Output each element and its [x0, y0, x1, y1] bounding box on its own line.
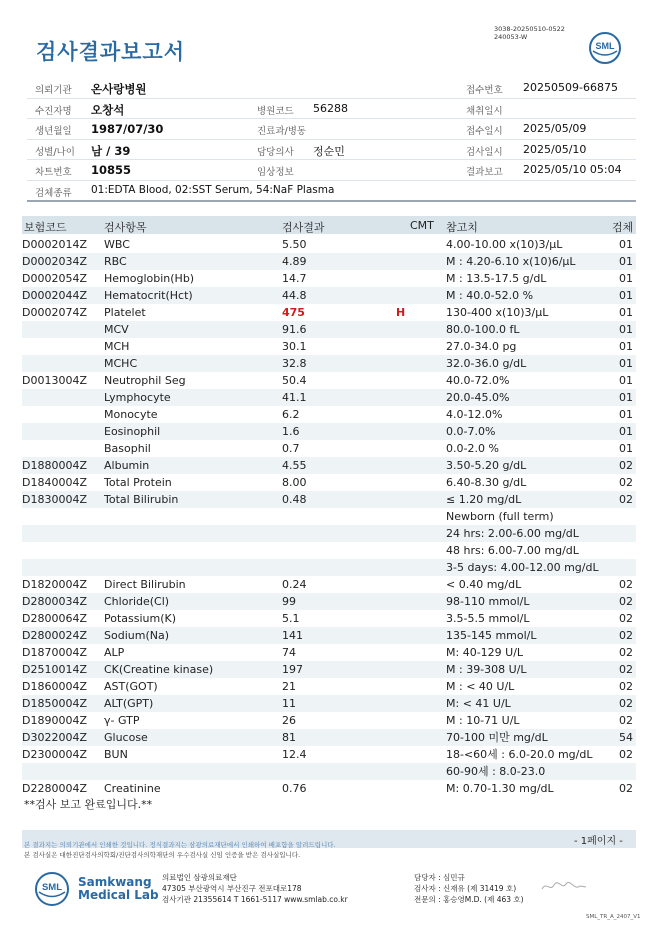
table-row: [22, 593, 636, 610]
cell-item: WBC: [104, 238, 130, 251]
cell-reference: 135-145 mmol/L: [446, 629, 537, 642]
cell-result: 99: [282, 595, 296, 608]
cell-item: ALT(GPT): [104, 697, 154, 710]
table-row: [22, 576, 636, 593]
header-cmt: CMT: [410, 219, 434, 232]
cell-reference: 130-400 x(10)3/μL: [446, 306, 549, 319]
cell-code: D0002044Z: [22, 289, 87, 302]
cell-result: 44.8: [282, 289, 307, 302]
cell-result: 4.55: [282, 459, 307, 472]
notice-text: 본 결과지는 의뢰기관에서 인쇄한 것입니다. 정식결과지는 삼광의료재단에서 인쇄하여 배포함을 알려드립니다.: [24, 841, 336, 849]
cell-reference: 40.0-72.0%: [446, 374, 510, 387]
info-row: 차트번호 10855 임상정보 결과보고 2025/05/10 05:04: [27, 160, 636, 181]
cell-specimen: 01: [619, 238, 633, 251]
accreditation-text: 본 검사실은 대한진단검사의학회/진단검사의학재단의 우수검사실 신임 인증을 받은 검사실입니다.: [24, 851, 301, 859]
cell-item: Monocyte: [104, 408, 158, 421]
cell-result: 32.8: [282, 357, 307, 370]
cell-reference: 70-100 미만 mg/dL: [446, 731, 548, 744]
cell-result: 11: [282, 697, 296, 710]
cell-result: 197: [282, 663, 303, 676]
results-table: [22, 236, 636, 797]
cell-item: Potassium(K): [104, 612, 177, 625]
doctor-name: 정순민: [313, 144, 345, 158]
cell-specimen: 01: [619, 442, 633, 455]
cell-specimen: 02: [619, 629, 633, 642]
patient-name: 오창석: [91, 102, 125, 117]
cell-item: Albumin: [104, 459, 150, 472]
page-title: 검사결과보고서: [36, 40, 186, 64]
cell-result: 91.6: [282, 323, 307, 336]
table-row: [22, 321, 636, 338]
cell-item: Glucose: [104, 731, 148, 744]
cell-result: 14.7: [282, 272, 307, 285]
footer-organization: 의료법인 삼광의료재단 47305 부산광역시 부산진구 전포대로178 검사기관 21355614 T 1661-5117 www.smlab.co.kr: [162, 873, 348, 904]
cell-specimen: 01: [619, 425, 633, 438]
cell-specimen: 02: [619, 748, 633, 761]
cell-reference: M: 0.70-1.30 mg/dL: [446, 782, 554, 795]
cell-specimen: 01: [619, 255, 633, 268]
table-row: [22, 678, 636, 695]
cell-result: 21: [282, 680, 296, 693]
header-reference: 참고치: [446, 221, 478, 234]
cell-reference: M : 13.5-17.5 g/dL: [446, 272, 547, 285]
table-row: [22, 440, 636, 457]
svg-text:SML: SML: [41, 882, 63, 893]
cell-item: Total Protein: [104, 476, 172, 489]
cell-code: D1830004Z: [22, 493, 87, 506]
cell-specimen: 02: [619, 493, 633, 506]
table-row: [22, 729, 636, 746]
cell-result: 0.76: [282, 782, 307, 795]
cell-code: D1890004Z: [22, 714, 87, 727]
table-row: [22, 525, 636, 542]
cell-reference: M : < 40 U/L: [446, 680, 515, 693]
document-code: 3038-20250510-0522 240053-W: [494, 25, 565, 41]
cell-code: D3022004Z: [22, 731, 87, 744]
cell-specimen: 02: [619, 646, 633, 659]
cell-code: D0002074Z: [22, 306, 87, 319]
cell-specimen: 01: [619, 272, 633, 285]
cell-item: Total Bilirubin: [104, 493, 179, 506]
svg-text:SML: SML: [595, 41, 615, 51]
table-row: [22, 559, 636, 576]
cell-result: 0.24: [282, 578, 307, 591]
cell-specimen: 02: [619, 782, 633, 795]
cell-result: 8.00: [282, 476, 307, 489]
cell-code: D1860004Z: [22, 680, 87, 693]
header-item: 검사항목: [104, 221, 147, 234]
cell-reference: M: 40-129 U/L: [446, 646, 524, 659]
cell-reference: 0.0-2.0 %: [446, 442, 499, 455]
table-row: [22, 610, 636, 627]
table-row: [22, 780, 636, 797]
cell-reference: M : 10-71 U/L: [446, 714, 520, 727]
cell-specimen: 01: [619, 340, 633, 353]
cell-specimen: 02: [619, 459, 633, 472]
table-row: [22, 661, 636, 678]
cell-specimen: 02: [619, 578, 633, 591]
receipt-date: 2025/05/09: [523, 122, 587, 136]
cell-reference: 80.0-100.0 fL: [446, 323, 520, 336]
cell-specimen: 02: [619, 663, 633, 676]
cell-code: D0002034Z: [22, 255, 87, 268]
cell-item: Neutrophil Seg: [104, 374, 186, 387]
cell-reference: 18-<60세 : 6.0-20.0 mg/dL: [446, 748, 593, 761]
table-row: [22, 355, 636, 372]
cell-specimen: 01: [619, 306, 633, 319]
cell-flag: H: [396, 306, 406, 319]
birth-date: 1987/07/30: [91, 122, 164, 137]
cell-item: Creatinine: [104, 782, 161, 795]
cell-code: D2280004Z: [22, 782, 87, 795]
results-table-header: [22, 216, 636, 234]
sml-footer-logo-icon: [35, 872, 69, 906]
cell-specimen: 01: [619, 323, 633, 336]
report-complete-note: **검사 보고 완료입니다.**: [24, 798, 153, 811]
cell-code: D2300004Z: [22, 748, 87, 761]
cell-result: 81: [282, 731, 296, 744]
table-row: [22, 287, 636, 304]
cell-specimen: 01: [619, 374, 633, 387]
table-row: [22, 304, 636, 321]
cell-result: 26: [282, 714, 296, 727]
footer-signatories: 담당자 : 심민규 검사자 : 신재유 (제 31419 호) 전문의 : 홍승영M.D. (제 463 호): [414, 873, 524, 904]
cell-item: Eosinophil: [104, 425, 161, 438]
cell-item: BUN: [104, 748, 128, 761]
cell-reference: 3-5 days: 4.00-12.00 mg/dL: [446, 561, 599, 574]
footer-brand: Samkwang Medical Lab: [78, 875, 159, 902]
cell-item: MCH: [104, 340, 130, 353]
cell-item: CK(Creatine kinase): [104, 663, 214, 676]
cell-item: Lymphocyte: [104, 391, 171, 404]
cell-specimen: 01: [619, 408, 633, 421]
info-row: 수진자명 오창석 병원코드 56288 채취일시: [27, 99, 636, 120]
cell-code: D1850004Z: [22, 697, 87, 710]
signature-mark: [540, 878, 588, 894]
cell-result: 5.50: [282, 238, 307, 251]
table-row: [22, 695, 636, 712]
cell-code: D0013004Z: [22, 374, 87, 387]
cell-reference: M : 39-308 U/L: [446, 663, 527, 676]
cell-result: 6.2: [282, 408, 300, 421]
cell-code: D2800064Z: [22, 612, 87, 625]
table-row: [22, 763, 636, 780]
table-row: [22, 508, 636, 525]
cell-reference: < 0.40 mg/dL: [446, 578, 522, 591]
cell-result: 5.1: [282, 612, 300, 625]
hospital-name: 온사랑병원: [91, 82, 147, 96]
cell-result: 1.6: [282, 425, 300, 438]
table-row: [22, 236, 636, 253]
cell-result: 141: [282, 629, 303, 642]
cell-reference: 0.0-7.0%: [446, 425, 496, 438]
cell-item: ALP: [104, 646, 125, 659]
table-row: [22, 338, 636, 355]
cell-item: Chloride(Cl): [104, 595, 170, 608]
cell-specimen: 54: [619, 731, 633, 744]
cell-item: Hemoglobin(Hb): [104, 272, 195, 285]
test-date: 2025/05/10: [523, 142, 587, 156]
cell-reference: M: < 41 U/L: [446, 697, 511, 710]
cell-result: 0.7: [282, 442, 300, 455]
table-row: [22, 542, 636, 559]
cell-code: D0002054Z: [22, 272, 87, 285]
sex-age: 남 / 39: [91, 143, 131, 158]
cell-code: D2800024Z: [22, 629, 87, 642]
table-row: [22, 372, 636, 389]
cell-result: 30.1: [282, 340, 307, 353]
cell-item: Sodium(Na): [104, 629, 169, 642]
sml-logo-icon: [589, 32, 621, 64]
page-number: - 1페이지 -: [574, 836, 623, 847]
info-row: 생년월일 1987/07/30 진료과/병동 접수일시 2025/05/09: [27, 119, 636, 140]
cell-reference: 4.00-10.00 x(10)3/μL: [446, 238, 563, 251]
cell-specimen: 01: [619, 289, 633, 302]
receipt-number: 20250509-66875: [523, 81, 618, 94]
cell-item: Basophil: [104, 442, 151, 455]
cell-specimen: 02: [619, 680, 633, 693]
table-row: [22, 406, 636, 423]
table-row: [22, 457, 636, 474]
cell-item: AST(GOT): [104, 680, 158, 693]
chart-number: 10855: [91, 163, 132, 178]
cell-specimen: 02: [619, 714, 633, 727]
hospital-code: 56288: [313, 101, 348, 115]
cell-reference: 24 hrs: 2.00-6.00 mg/dL: [446, 527, 579, 540]
cell-reference: 60-90세 : 8.0-23.0: [446, 765, 546, 778]
cell-reference: 4.0-12.0%: [446, 408, 503, 421]
cell-reference: Newborn (full term): [446, 510, 554, 523]
info-row: 검체종류 01:EDTA Blood, 02:SST Serum, 54:NaF Plasma: [27, 181, 636, 202]
cell-reference: 27.0-34.0 pg: [446, 340, 517, 353]
cell-result: 41.1: [282, 391, 307, 404]
cell-item: Platelet: [104, 306, 146, 319]
cell-code: D0002014Z: [22, 238, 87, 251]
table-row: [22, 712, 636, 729]
cell-reference: 32.0-36.0 g/dL: [446, 357, 527, 370]
cell-item: Hematocrit(Hct): [104, 289, 193, 302]
cell-code: D1870004Z: [22, 646, 87, 659]
cell-code: D1880004Z: [22, 459, 87, 472]
cell-reference: M : 4.20-6.10 x(10)6/μL: [446, 255, 576, 268]
info-row: 성별/나이 남 / 39 담당의사 정순민 검사일시 2025/05/10: [27, 140, 636, 161]
table-row: [22, 253, 636, 270]
specimen-types: 01:EDTA Blood, 02:SST Serum, 54:NaF Plasma: [91, 183, 335, 196]
cell-code: D2510014Z: [22, 663, 87, 676]
table-row: [22, 474, 636, 491]
table-row: [22, 423, 636, 440]
cell-reference: M : 40.0-52.0 %: [446, 289, 534, 302]
cell-result: 4.89: [282, 255, 307, 268]
cell-specimen: 02: [619, 476, 633, 489]
table-row: [22, 644, 636, 661]
form-code: SML_TR_A_2407_V1: [586, 914, 641, 920]
report-datetime: 2025/05/10 05:04: [523, 163, 622, 177]
table-row: [22, 746, 636, 763]
cell-code: D1840004Z: [22, 476, 87, 489]
header-result: 검사결과: [282, 221, 325, 234]
cell-reference: 98-110 mmol/L: [446, 595, 530, 608]
cell-reference: 48 hrs: 6.00-7.00 mg/dL: [446, 544, 579, 557]
cell-reference: 3.50-5.20 g/dL: [446, 459, 527, 472]
cell-result: 475: [282, 306, 305, 319]
cell-reference: 20.0-45.0%: [446, 391, 510, 404]
cell-specimen: 02: [619, 697, 633, 710]
table-row: [22, 389, 636, 406]
cell-specimen: 01: [619, 391, 633, 404]
patient-info: [27, 78, 636, 202]
table-row: [22, 627, 636, 644]
cell-specimen: 01: [619, 357, 633, 370]
info-row: 의뢰기관 온사랑병원 접수번호 20250509-66875: [27, 78, 636, 99]
cell-reference: ≤ 1.20 mg/dL: [446, 493, 522, 506]
table-row: [22, 270, 636, 287]
cell-result: 74: [282, 646, 296, 659]
cell-item: γ- GTP: [104, 714, 140, 727]
table-row: [22, 491, 636, 508]
cell-item: RBC: [104, 255, 127, 268]
header-specimen: 검체: [612, 221, 634, 234]
cell-item: MCHC: [104, 357, 138, 370]
cell-item: MCV: [104, 323, 129, 336]
cell-result: 50.4: [282, 374, 307, 387]
cell-reference: 3.5-5.5 mmol/L: [446, 612, 530, 625]
cell-code: D1820004Z: [22, 578, 87, 591]
cell-item: Direct Bilirubin: [104, 578, 186, 591]
cell-reference: 6.40-8.30 g/dL: [446, 476, 527, 489]
header-code: 보험코드: [24, 221, 67, 234]
cell-specimen: 02: [619, 612, 633, 625]
cell-result: 12.4: [282, 748, 307, 761]
cell-specimen: 02: [619, 595, 633, 608]
cell-code: D2800034Z: [22, 595, 87, 608]
cell-result: 0.48: [282, 493, 307, 506]
